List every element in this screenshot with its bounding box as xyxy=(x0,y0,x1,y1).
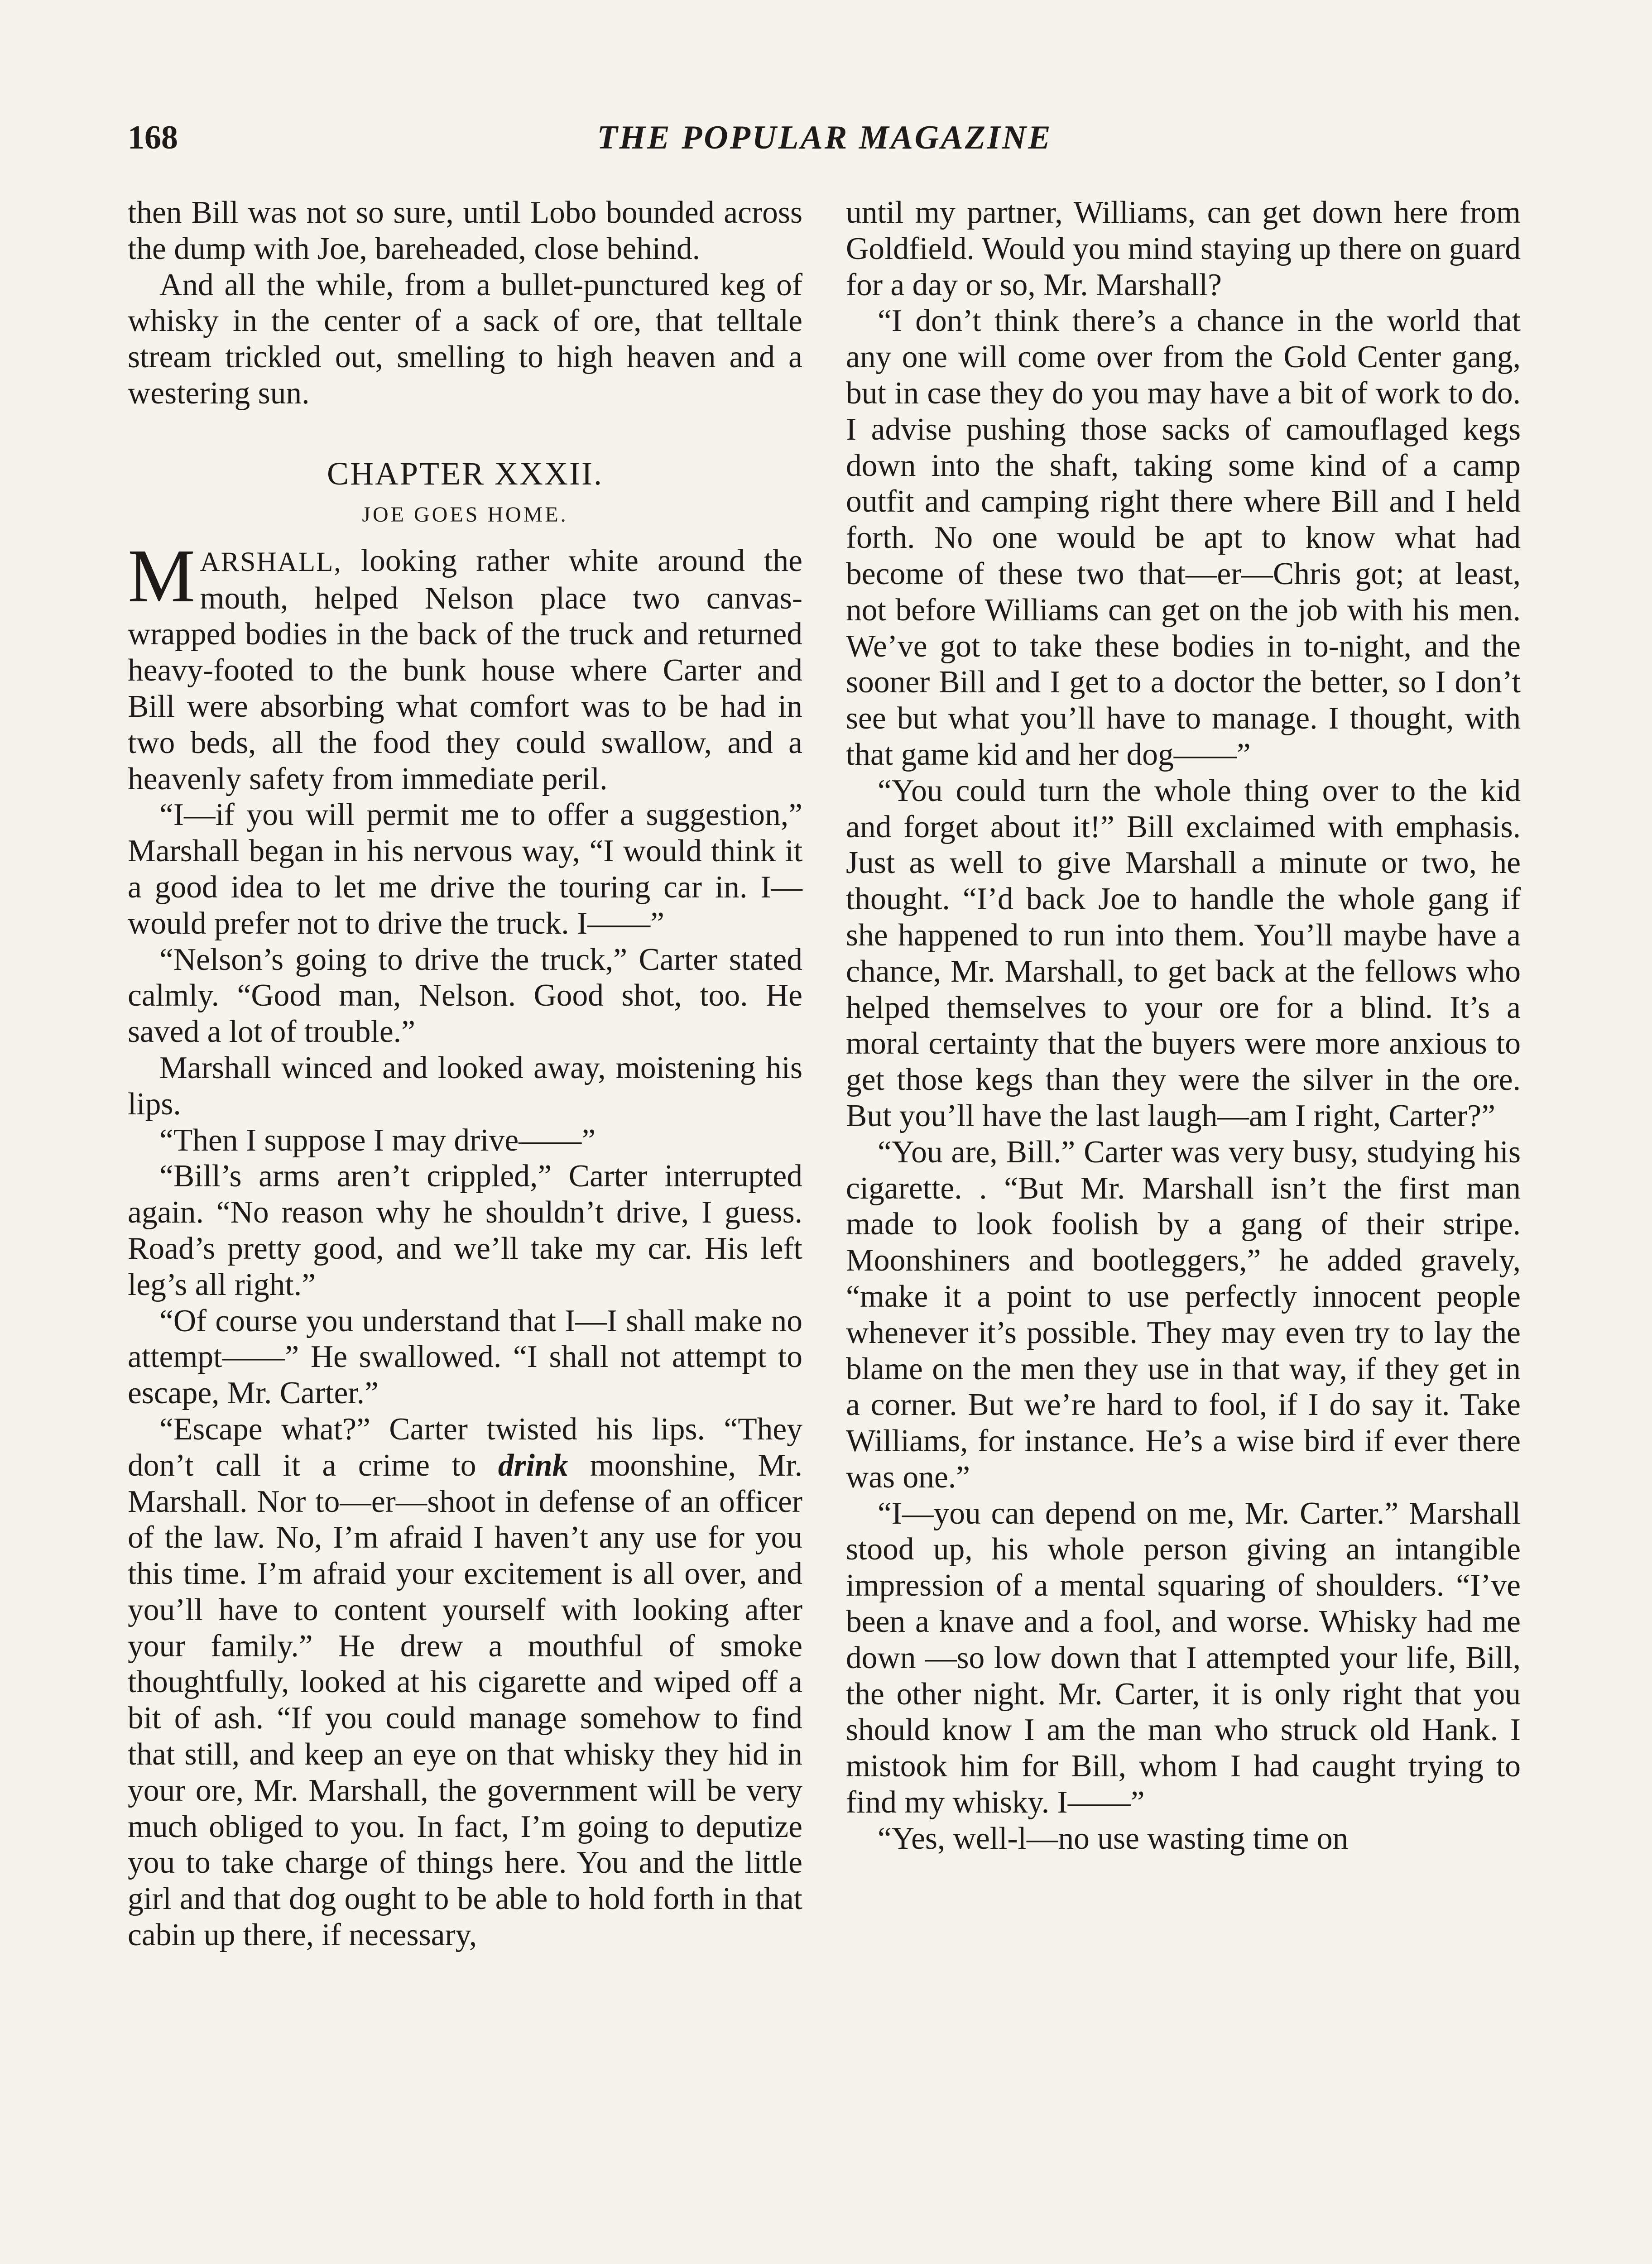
right-column xyxy=(846,195,1521,1857)
paragraph: Marshall winced and looked away, moistening his lips. xyxy=(128,1050,802,1122)
paragraph: “You could turn the whole thing over to the kid and forget about it!” Bill exclaimed with emphasis. Just as well to give Marshall a minute or two, he thought. “I’d back Joe to handle the whole gang if she happened to run into them. You’ll maybe have a chance, Mr. Marshall, to get back at the fellows who helped themselves to your ore for a blind. It’s a moral certainty that the buyers were more anxious to get those kegs than they were the silver in the ore. But you’ll have the last laugh—am I right, Carter?” xyxy=(846,773,1521,1133)
paragraph xyxy=(128,1411,802,1953)
left-column xyxy=(128,195,802,1953)
paragraph: “You are, Bill.” Carter was very busy, studying his cigarette. . “But Mr. Marshall isn’t the first man made to look foolish by a gang of their stripe. Moonshiners and bootleggers,” he added gravely, “make it a point to use perfectly innocent people whenever it’s possible. They may even try to lay the blame on the men they use in that way, if they get in a corner. But we’re hard to fool, if I do say it. Take Williams, for instance. He’s a wise bird if ever there was one.” xyxy=(846,1134,1521,1495)
drop-cap: M xyxy=(128,533,196,618)
paragraph: “Then I suppose I may drive——” xyxy=(159,1122,596,1158)
opening-text: looking rather white around the mouth, helped Nelson place two canvas-wrapped bodies in the back of the truck and returned heavy-footed to the bunk house where Carter and Bill were absorbing what comfort was to be had in two beds, all the food they could swallow, and a heavenly safety from immediate peril. xyxy=(128,543,802,796)
paragraph: “Nelson’s going to drive the truck,” Carter stated calmly. “Good man, Nelson. Good shot, too. He saved a lot of trouble.” xyxy=(128,942,802,1050)
running-title: THE POPULAR MAGAZINE xyxy=(597,119,1052,156)
paragraph: And all the while, from a bullet-punctured keg of whisky in the center of a sack of ore, that telltale stream trickled out, smelling to high heaven and a westering sun. xyxy=(128,267,802,411)
page-header xyxy=(128,119,1522,168)
emphasis-word: drink xyxy=(498,1448,568,1483)
paragraph: until my partner, Williams, can get down here from Goldfield. Would you mind staying up there on guard for a day or so, Mr. Marshall? xyxy=(846,195,1521,302)
paragraph: “Bill’s arms aren’t crippled,” Carter interrupted again. “No reason why he shouldn’t drive, I guess. Road’s pretty good, and we’ll take my car. His left leg’s all right.” xyxy=(128,1159,802,1302)
chapter-subtitle: JOE GOES HOME. xyxy=(362,502,568,527)
chapter-opening-paragraph xyxy=(128,533,802,797)
paragraph: “I—you can depend on me, Mr. Carter.” Marshall stood up, his whole person giving an intangible impression of a mental squaring of shoulders. “I’ve been a knave and a fool, and worse. Whisky had me down —so low down that I attempted your life, Bill, the other night. Mr. Carter, it is only right that you should know I am the man who struck old Hank. I mistook him for Bill, whom I had caught trying to find my whisky. I——” xyxy=(846,1496,1521,1820)
paragraph: “I don’t think there’s a chance in the world that any one will come over from the Gold Center gang, but in case they do you may have a bit of work to do. I advise pushing those sacks of camouflaged kegs down into the shaft, taking some kind of a camp outfit and camping right there where Bill and I held forth. No one would be apt to know what had become of these two that—er—Chris got; at least, not before Williams can get on the job with his men. We’ve got to take these bodies in to-night, and the sooner Bill and I get to a doctor the better, so I don’t see but what you’ll have to manage. I thought, with that game kid and her dog——” xyxy=(846,303,1521,772)
paragraph: then Bill was not so sure, until Lobo bounded across the dump with Joe, bareheaded, close behind. xyxy=(128,195,802,266)
text-run: “Escape what?” Carter twisted his lips. “They don’t call it a crime to xyxy=(128,1411,802,1483)
paragraph: “I—if you will permit me to offer a suggestion,” Marshall began in his nervous way, “I would think it a good idea to let me drive the touring car in. I—would prefer not to drive the truck. I——” xyxy=(128,797,802,941)
text-run: moonshine, Mr. Marshall. Nor to—er—shoot in defense of an officer of the law. No, I’m afraid I haven’t any use for you this time. I’m afraid your excitement is all over, and you’ll have to content yourself with looking after your family.” He drew a mouthful of smoke thoughtfully, looked at his cigarette and wiped off a bit of ash. “If you could manage somehow to find that still, and keep an eye on that whisky they hid in your ore, Mr. Marshall, the government will be very much obliged to you. In fact, I’m going to deputize you to take charge of things here. You and the little girl and that dog ought to be able to hold forth in that cabin up there, if necessary, xyxy=(128,1448,802,1953)
chapter-title: CHAPTER XXXII. xyxy=(327,455,603,492)
paragraph: “Of course you understand that I—I shall make no attempt——” He swallowed. “I shall not attempt to escape, Mr. Carter.” xyxy=(128,1303,802,1411)
small-caps-lead: ARSHALL, xyxy=(200,546,342,577)
page-number: 168 xyxy=(128,119,178,156)
paragraph: “Yes, well-l—no use wasting time on xyxy=(878,1821,1349,1856)
